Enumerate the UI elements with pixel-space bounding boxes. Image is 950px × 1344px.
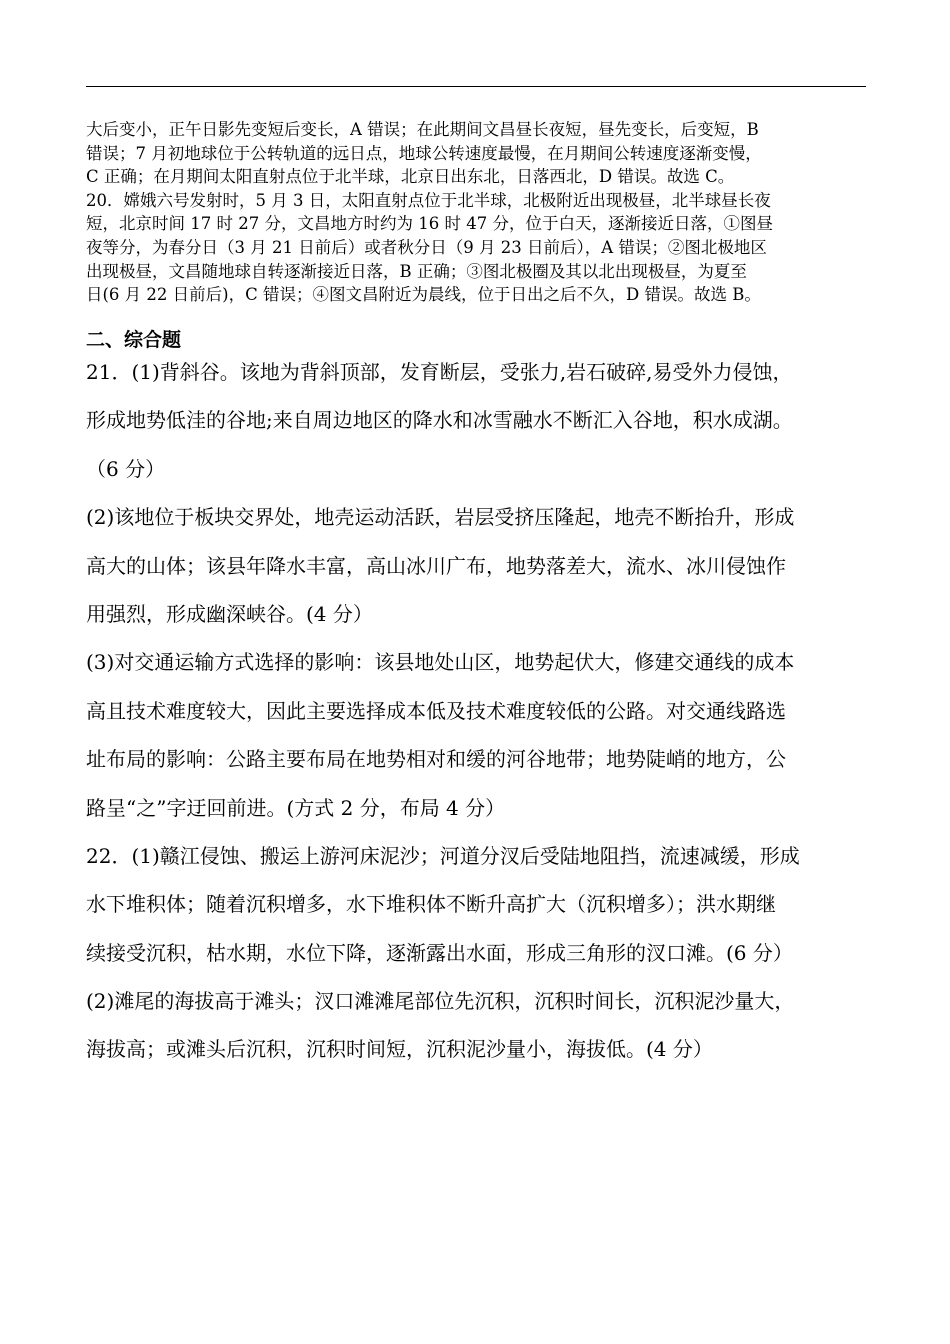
text-line: 短，北京时间 17 时 27 分，文昌地方时约为 16 时 47 分，位于白天，逐渐接近日落，①图昼: [86, 214, 773, 234]
text-line: 错误；7 月初地球位于公转轨道的远日点，地球公转速度最慢，在月期间公转速度逐渐变慢，: [86, 143, 762, 163]
text-line: 形成地势低洼的谷地;来自周边地区的降水和冰雪融水不断汇入谷地，积水成湖。: [86, 408, 793, 433]
text-line: 22．(1)赣江侵蚀、搬运上游河床泥沙；河道分汊后受陆地阻挡，流速减缓，形成: [86, 843, 800, 868]
text-line: 20．嫦娥六号发射时，5 月 3 日，太阳直射点位于北半球，北极附近出现极昼，北半球昼长夜: [86, 190, 771, 210]
text-line: 用强烈，形成幽深峡谷。(4 分）: [86, 601, 373, 626]
text-line: C 正确；在月期间太阳直射点位于北半球，北京日出东北，日落西北，D 错误。故选 C。: [86, 167, 735, 187]
header-rule: [86, 86, 866, 87]
text-line: (3)对交通运输方式选择的影响：该县地处山区，地势起伏大，修建交通线的成本: [86, 650, 795, 675]
text-line: 大后变小，正午日影先变短后变长，A 错误；在此期间文昌昼长夜短，昼先变长，后变短，B: [86, 120, 759, 139]
answers-part-b: [86, 348, 876, 1074]
section-title: 二、综合题: [86, 329, 182, 351]
text-line: 21．(1)背斜谷。该地为背斜顶部，发育断层，受张力,岩石破碎,易受外力侵蚀，: [86, 360, 793, 384]
text-line: (2)该地位于板块交界处，地壳运动活跃，岩层受挤压隆起，地壳不断抬升，形成: [86, 505, 795, 530]
text-line: （6 分）: [86, 456, 166, 481]
text-line: 高大的山体；该县年降水丰富，高山冰川广布，地势落差大，流水、冰川侵蚀作: [86, 553, 786, 578]
text-line: 夜等分，为春分日（3 月 21 日前后）或者秋分日（9 月 23 日前后），A 错误；②图北极地区: [86, 237, 767, 257]
text-line: (2)滩尾的海拔高于滩头；汊口滩滩尾部位先沉积，沉积时间长，沉积泥沙量大，: [86, 989, 795, 1014]
text-line: 水下堆积体；随着沉积增多，水下堆积体不断升高扩大（沉积增多）；洪水期继: [86, 892, 776, 917]
text-line: 高且技术难度较大，因此主要选择成本低及技术难度较低的公路。对交通线路选: [86, 698, 786, 723]
text-line: 路呈“之”字迂回前进。(方式 2 分，布局 4 分）: [86, 795, 506, 820]
text-line: 址布局的影响：公路主要布局在地势相对和缓的河谷地带；地势陡峭的地方，公: [86, 747, 786, 772]
text-line: 出现极昼，文昌随地球自转逐渐接近日落，B 正确；③图北极圈及其以北出现极昼，为夏至: [86, 261, 747, 281]
answers-part-a: [86, 118, 876, 307]
text-line: 海拔高；或滩头后沉积，沉积时间短，沉积泥沙量小，海拔低。(4 分）: [86, 1037, 713, 1062]
text-line: 日(6 月 22 日前后)，C 错误；④图文昌附近为晨线，位于日出之后不久，D 错误。故选 B。: [86, 285, 761, 305]
text-line: 续接受沉积，枯水期，水位下降，逐渐露出水面，形成三角形的汊口滩。(6 分）: [86, 940, 793, 965]
